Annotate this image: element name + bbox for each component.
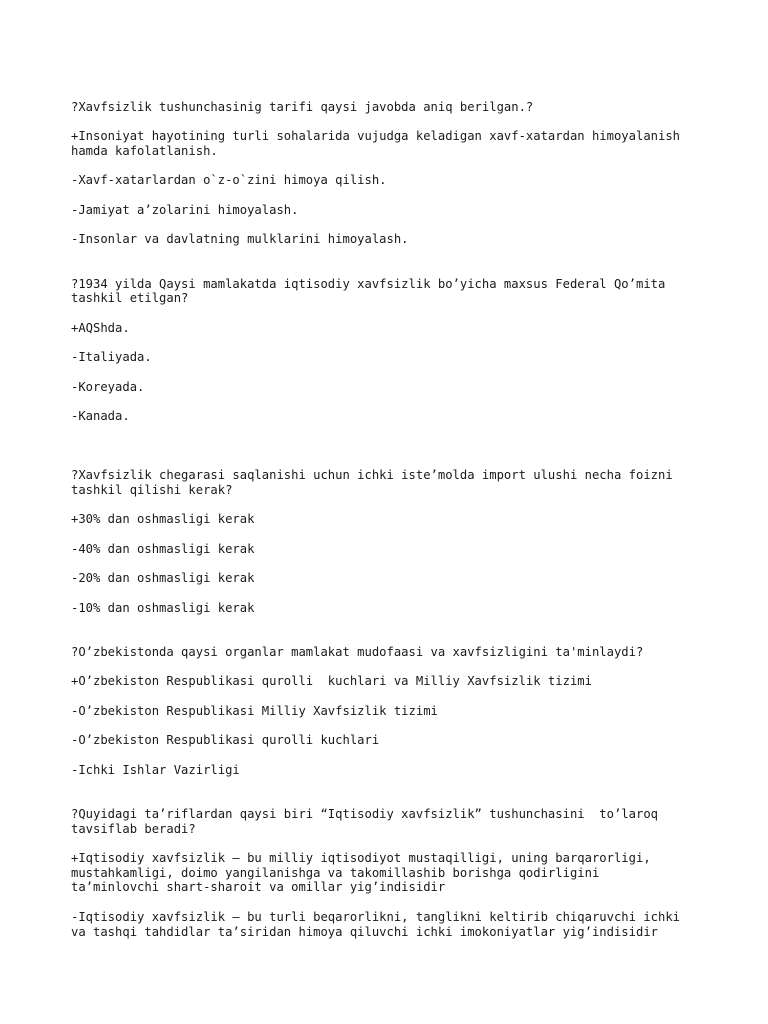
question-block: [71, 277, 711, 424]
answer-correct: +O’zbekiston Respublikasi qurolli kuchlari va Milliy Xavfsizlik tizimi: [71, 674, 592, 689]
answer-option: -Italiyada.: [71, 350, 152, 365]
answer-option: -O’zbekiston Respublikasi Milliy Xavfsizlik tizimi: [71, 703, 438, 718]
answer-correct: +30% dan oshmasligi kerak: [71, 512, 255, 527]
answer-correct: +Insoniyat hayotining turli sohalarida vujudga keladigan xavf-xatardan himoyalanish hamda kafolatlanish.: [71, 129, 681, 159]
question-block: [71, 645, 711, 777]
question-text: ?Xavfsizlik tushunchasinig tarifi qaysi javobda aniq berilgan.?: [71, 100, 534, 114]
question-text: ?Xavfsizlik chegarasi saqlanishi uchun ichki iste’molda import ulushi necha foizni tashkil qilishi kerak?: [71, 468, 673, 498]
answer-option: -40% dan oshmasligi kerak: [71, 541, 255, 556]
document-page: [71, 100, 711, 954]
question-block: [71, 100, 711, 247]
answer-option: -Iqtisodiy xavfsizlik – bu turli beqarorlikni, tanglikni keltirib chiqaruvchi ichki va tashqi tahdidlar ta’siridan himoya qiluvchi ichki imokoniyatlar yig’indisidir: [71, 909, 681, 939]
question-block: [71, 807, 711, 939]
question-block: [71, 468, 711, 615]
answer-option: -Kanada.: [71, 408, 130, 423]
answer-option: -20% dan oshmasligi kerak: [71, 571, 255, 586]
answer-correct: +Iqtisodiy xavfsizlik – bu milliy iqtisodiyot mustaqilligi, uning barqarorligi, mustahkamligi, doimo yangilanishga va takomillashib borishga qodirligini ta’minlovchi shart-sharoit va omillar yig’indisidir: [71, 851, 651, 895]
spacer: [71, 792, 711, 807]
spacer: [71, 438, 711, 468]
spacer: [71, 262, 711, 277]
question-text: ?1934 yilda Qaysi mamlakatda iqtisodiy xavfsizlik bo’yicha maxsus Federal Qo’mita tashkil etilgan?: [71, 276, 666, 306]
answer-correct: +AQShda.: [71, 320, 130, 335]
spacer: [71, 630, 711, 645]
answer-option: -Koreyada.: [71, 379, 145, 394]
answer-option: -Insonlar va davlatning mulklarini himoyalash.: [71, 232, 409, 247]
question-text: ?Quyidagi ta’riflardan qaysi biri “Iqtisodiy xavfsizlik” tushunchasini to’laroq tavsiflab beradi?: [71, 806, 658, 836]
answer-option: -Jamiyat a’zolarini himoyalash.: [71, 202, 299, 217]
answer-option: -O’zbekiston Respublikasi qurolli kuchlari: [71, 733, 380, 748]
answer-option: -10% dan oshmasligi kerak: [71, 600, 255, 615]
answer-option: -Ichki Ishlar Vazirligi: [71, 762, 240, 777]
question-text: ?O’zbekistonda qaysi organlar mamlakat mudofaasi va xavfsizligini ta'minlaydi?: [71, 644, 644, 659]
answer-option: -Xavf-xatarlardan o`z-o`zini himoya qilish.: [71, 173, 387, 188]
